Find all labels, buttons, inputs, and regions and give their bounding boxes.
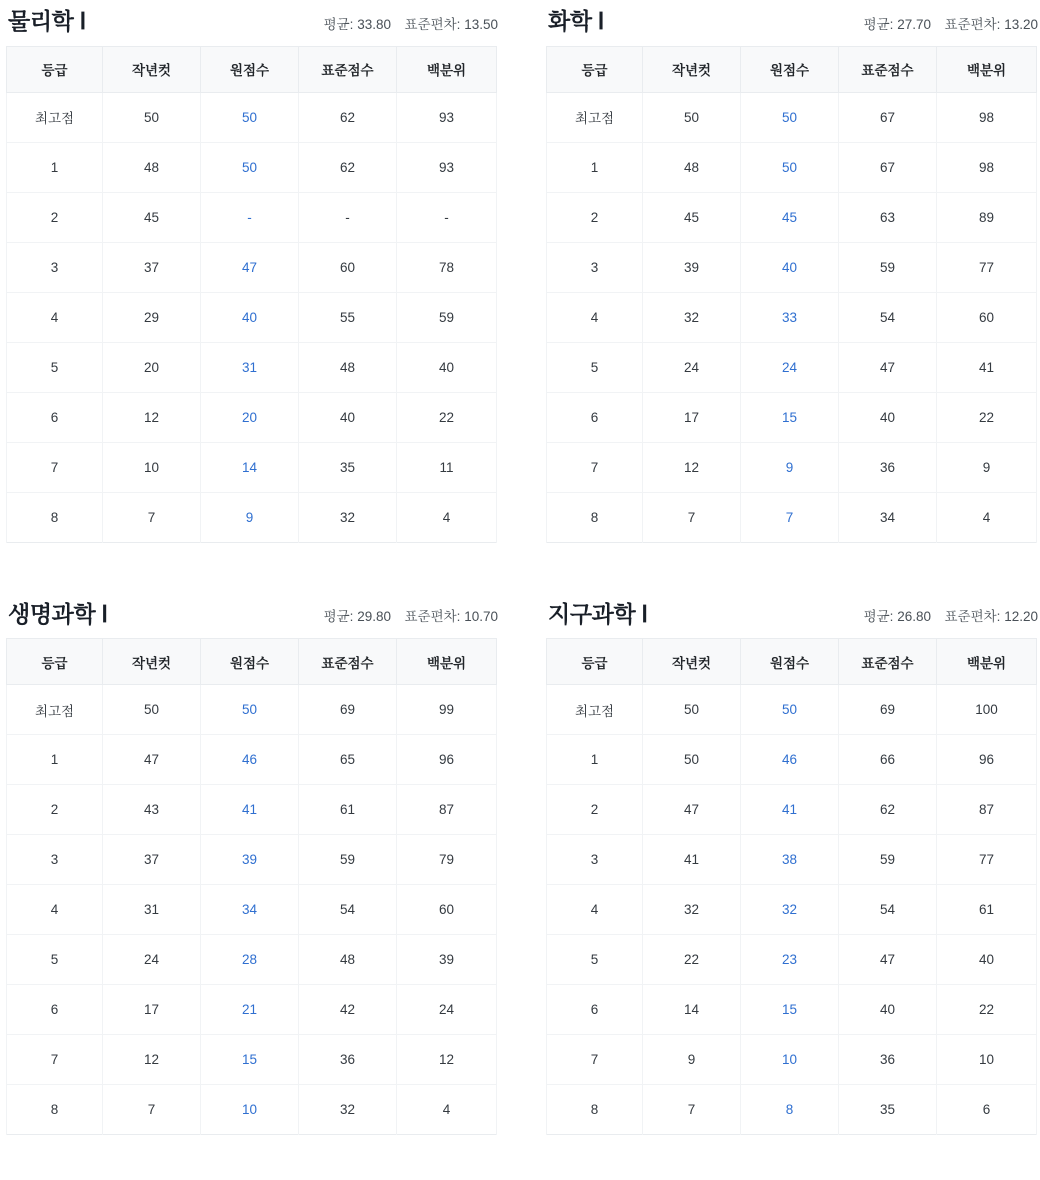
cell-last-year-cut: 24 (103, 935, 201, 985)
stdev-value: 12.20 (1004, 609, 1038, 625)
cell-percentile: 61 (937, 885, 1037, 935)
table-row (7, 935, 497, 985)
cell-last-year-cut: 9 (643, 1035, 741, 1085)
cell-raw-score: 50 (741, 92, 839, 142)
cell-raw-score: 40 (201, 292, 299, 342)
table-row (7, 1035, 497, 1085)
cell-standard-score: 47 (839, 342, 937, 392)
cell-grade: 5 (7, 342, 103, 392)
cell-grade: 1 (7, 142, 103, 192)
table-row (547, 192, 1037, 242)
cell-grade: 6 (547, 392, 643, 442)
cell-percentile: 4 (397, 492, 497, 542)
stdev-label: 표준편차: (944, 16, 1001, 32)
cell-grade: 6 (547, 985, 643, 1035)
column-header-grade: 등급 (547, 46, 643, 92)
table-row (547, 342, 1037, 392)
cell-percentile: 78 (397, 242, 497, 292)
cell-raw-score: 8 (741, 1085, 839, 1135)
cell-last-year-cut: 32 (643, 885, 741, 935)
subject-panel-chemistry1 (546, 0, 1040, 543)
column-header-grade: 등급 (7, 639, 103, 685)
cell-standard-score: 59 (839, 242, 937, 292)
cell-last-year-cut: 7 (103, 492, 201, 542)
table-row (547, 835, 1037, 885)
cell-percentile: 24 (397, 985, 497, 1035)
cell-raw-score: 9 (201, 492, 299, 542)
cell-last-year-cut: 12 (103, 1035, 201, 1085)
cell-grade: 1 (7, 735, 103, 785)
column-header-percentile: 백분위 (937, 639, 1037, 685)
panel-header (6, 593, 500, 639)
cell-raw-score: 15 (741, 985, 839, 1035)
cell-standard-score: 40 (839, 985, 937, 1035)
cell-standard-score: 42 (299, 985, 397, 1035)
mean-label: 평균: (863, 16, 894, 32)
column-header-percentile: 백분위 (397, 46, 497, 92)
cell-raw-score: 38 (741, 835, 839, 885)
cell-grade: 1 (547, 735, 643, 785)
subject-panel-biology1 (6, 593, 500, 1136)
cell-standard-score: 35 (299, 442, 397, 492)
cell-standard-score: 36 (839, 442, 937, 492)
cell-percentile: 93 (397, 92, 497, 142)
panel-header (546, 593, 1040, 639)
cell-percentile: 77 (937, 835, 1037, 885)
cell-standard-score: 60 (299, 242, 397, 292)
cell-percentile: 11 (397, 442, 497, 492)
column-header-grade: 등급 (547, 639, 643, 685)
subject-title: 지구과학 Ⅰ (548, 600, 648, 627)
cell-percentile: 60 (397, 885, 497, 935)
cell-grade: 3 (547, 242, 643, 292)
subject-panel-physics1 (6, 0, 500, 543)
cell-standard-score: 69 (299, 685, 397, 735)
cell-grade: 6 (7, 392, 103, 442)
cell-last-year-cut: 22 (643, 935, 741, 985)
cell-raw-score: 50 (741, 685, 839, 735)
cell-grade: 5 (547, 935, 643, 985)
cell-grade: 2 (7, 192, 103, 242)
cell-last-year-cut: 7 (643, 492, 741, 542)
cell-percentile: 96 (397, 735, 497, 785)
cell-raw-score: 46 (741, 735, 839, 785)
table-row (547, 685, 1037, 735)
cell-grade: 8 (7, 1085, 103, 1135)
cell-last-year-cut: 12 (103, 392, 201, 442)
cell-standard-score: 62 (299, 142, 397, 192)
cell-percentile: 41 (937, 342, 1037, 392)
cell-last-year-cut: 24 (643, 342, 741, 392)
cell-standard-score: 36 (839, 1035, 937, 1085)
table-row (7, 242, 497, 292)
cell-raw-score: 20 (201, 392, 299, 442)
cell-raw-score: 50 (201, 142, 299, 192)
cell-grade: 4 (547, 885, 643, 935)
cell-percentile: 87 (937, 785, 1037, 835)
stdev-label: 표준편차: (404, 609, 461, 625)
cell-standard-score: 32 (299, 1085, 397, 1135)
cell-last-year-cut: 48 (643, 142, 741, 192)
cell-percentile: 40 (937, 935, 1037, 985)
cell-grade: 7 (7, 442, 103, 492)
cell-raw-score: 28 (201, 935, 299, 985)
cell-last-year-cut: 48 (103, 142, 201, 192)
cell-standard-score: 61 (299, 785, 397, 835)
cell-raw-score: 23 (741, 935, 839, 985)
cell-standard-score: 47 (839, 935, 937, 985)
cell-raw-score: 14 (201, 442, 299, 492)
mean-value: 33.80 (357, 16, 391, 32)
cell-grade: 5 (547, 342, 643, 392)
table-row (547, 142, 1037, 192)
cell-last-year-cut: 29 (103, 292, 201, 342)
cell-standard-score: 69 (839, 685, 937, 735)
cell-last-year-cut: 45 (103, 192, 201, 242)
panel-header (546, 0, 1040, 46)
table-row (547, 492, 1037, 542)
table-header-row (7, 639, 497, 685)
cell-standard-score: 55 (299, 292, 397, 342)
table-header-row (547, 46, 1037, 92)
cell-raw-score: 47 (201, 242, 299, 292)
cell-standard-score: 54 (299, 885, 397, 935)
table-row (7, 885, 497, 935)
cell-percentile: 4 (937, 492, 1037, 542)
column-header-standard-score: 표준점수 (839, 46, 937, 92)
column-header-grade: 등급 (7, 46, 103, 92)
cell-last-year-cut: 17 (103, 985, 201, 1035)
cell-raw-score: 15 (201, 1035, 299, 1085)
table-row (7, 142, 497, 192)
cell-percentile: 9 (937, 442, 1037, 492)
cell-raw-score: 34 (201, 885, 299, 935)
cell-grade: 최고점 (547, 685, 643, 735)
table-row (547, 1085, 1037, 1135)
cell-grade: 7 (7, 1035, 103, 1085)
cell-raw-score: 31 (201, 342, 299, 392)
cell-percentile: 10 (937, 1035, 1037, 1085)
cell-raw-score: 32 (741, 885, 839, 935)
table-row (7, 985, 497, 1035)
cell-standard-score: 40 (839, 392, 937, 442)
cell-percentile: 12 (397, 1035, 497, 1085)
column-header-standard-score: 표준점수 (299, 639, 397, 685)
table-row (547, 392, 1037, 442)
table-row (7, 192, 497, 242)
cell-raw-score: 9 (741, 442, 839, 492)
cell-grade: 8 (547, 492, 643, 542)
cell-grade: 최고점 (7, 685, 103, 735)
cell-standard-score: 48 (299, 342, 397, 392)
cell-raw-score: 41 (741, 785, 839, 835)
cell-grade: 8 (547, 1085, 643, 1135)
mean-label: 평균: (323, 16, 354, 32)
table-row (547, 785, 1037, 835)
cell-percentile: 89 (937, 192, 1037, 242)
table-row (7, 492, 497, 542)
stdev-value: 13.50 (464, 16, 498, 32)
cell-standard-score: 54 (839, 885, 937, 935)
cell-grade: 3 (7, 242, 103, 292)
cell-percentile: 100 (937, 685, 1037, 735)
cell-last-year-cut: 37 (103, 835, 201, 885)
mean-label: 평균: (323, 609, 354, 625)
column-header-raw-score: 원점수 (201, 46, 299, 92)
table-header-row (7, 46, 497, 92)
cell-standard-score: - (299, 192, 397, 242)
grade-cut-table (6, 638, 497, 1135)
cell-standard-score: 35 (839, 1085, 937, 1135)
cell-standard-score: 36 (299, 1035, 397, 1085)
cell-last-year-cut: 47 (103, 735, 201, 785)
cell-standard-score: 65 (299, 735, 397, 785)
subject-stats (324, 605, 498, 628)
cell-raw-score: 50 (201, 92, 299, 142)
table-row (7, 1085, 497, 1135)
cell-percentile: 98 (937, 92, 1037, 142)
cell-percentile: 96 (937, 735, 1037, 785)
column-header-last-year-cut: 작년컷 (643, 639, 741, 685)
column-header-raw-score: 원점수 (741, 46, 839, 92)
table-row (547, 1035, 1037, 1085)
cell-standard-score: 62 (839, 785, 937, 835)
cell-standard-score: 63 (839, 192, 937, 242)
cell-last-year-cut: 47 (643, 785, 741, 835)
subject-panel-earthscience1 (546, 593, 1040, 1136)
subject-stats (324, 13, 498, 36)
mean-value: 29.80 (357, 609, 391, 625)
column-header-standard-score: 표준점수 (839, 639, 937, 685)
cell-standard-score: 67 (839, 142, 937, 192)
cell-percentile: - (397, 192, 497, 242)
cell-grade: 2 (547, 785, 643, 835)
cell-last-year-cut: 50 (643, 735, 741, 785)
column-header-raw-score: 원점수 (201, 639, 299, 685)
stdev-value: 13.20 (1004, 16, 1038, 32)
cell-raw-score: 46 (201, 735, 299, 785)
table-row (547, 935, 1037, 985)
column-header-last-year-cut: 작년컷 (643, 46, 741, 92)
stdev-value: 10.70 (464, 609, 498, 625)
cell-standard-score: 40 (299, 392, 397, 442)
cell-grade: 6 (7, 985, 103, 1035)
table-row (7, 292, 497, 342)
column-header-percentile: 백분위 (937, 46, 1037, 92)
cell-raw-score: 39 (201, 835, 299, 885)
table-row (547, 92, 1037, 142)
cell-grade: 1 (547, 142, 643, 192)
cell-last-year-cut: 50 (103, 685, 201, 735)
cell-raw-score: 50 (741, 142, 839, 192)
table-row (7, 685, 497, 735)
table-row (547, 985, 1037, 1035)
mean-value: 26.80 (897, 609, 931, 625)
column-header-last-year-cut: 작년컷 (103, 46, 201, 92)
grade-cut-table (546, 638, 1037, 1135)
table-row (547, 442, 1037, 492)
cell-last-year-cut: 32 (643, 292, 741, 342)
cell-standard-score: 62 (299, 92, 397, 142)
cell-last-year-cut: 20 (103, 342, 201, 392)
cell-grade: 2 (7, 785, 103, 835)
cell-last-year-cut: 45 (643, 192, 741, 242)
column-header-raw-score: 원점수 (741, 639, 839, 685)
cell-percentile: 39 (397, 935, 497, 985)
cell-standard-score: 34 (839, 492, 937, 542)
cell-last-year-cut: 17 (643, 392, 741, 442)
cell-last-year-cut: 41 (643, 835, 741, 885)
cell-percentile: 77 (937, 242, 1037, 292)
cell-percentile: 22 (937, 392, 1037, 442)
cell-last-year-cut: 7 (103, 1085, 201, 1135)
table-row (7, 735, 497, 785)
cell-percentile: 98 (937, 142, 1037, 192)
cell-standard-score: 48 (299, 935, 397, 985)
table-row (547, 242, 1037, 292)
cell-last-year-cut: 7 (643, 1085, 741, 1135)
cell-last-year-cut: 31 (103, 885, 201, 935)
cell-percentile: 60 (937, 292, 1037, 342)
cell-grade: 8 (7, 492, 103, 542)
cell-standard-score: 66 (839, 735, 937, 785)
cell-last-year-cut: 50 (103, 92, 201, 142)
cell-raw-score: 7 (741, 492, 839, 542)
cell-standard-score: 59 (299, 835, 397, 885)
cell-grade: 최고점 (7, 92, 103, 142)
table-row (547, 292, 1037, 342)
column-header-last-year-cut: 작년컷 (103, 639, 201, 685)
cell-percentile: 4 (397, 1085, 497, 1135)
cell-percentile: 79 (397, 835, 497, 885)
table-row (7, 835, 497, 885)
cell-grade: 5 (7, 935, 103, 985)
cell-grade: 3 (7, 835, 103, 885)
cell-raw-score: - (201, 192, 299, 242)
table-row (547, 735, 1037, 785)
cell-standard-score: 32 (299, 492, 397, 542)
cell-percentile: 6 (937, 1085, 1037, 1135)
cell-percentile: 22 (397, 392, 497, 442)
cell-raw-score: 33 (741, 292, 839, 342)
cell-last-year-cut: 14 (643, 985, 741, 1035)
table-row (7, 92, 497, 142)
cell-raw-score: 50 (201, 685, 299, 735)
cell-raw-score: 41 (201, 785, 299, 835)
subject-stats (864, 605, 1038, 628)
table-row (7, 785, 497, 835)
cell-percentile: 22 (937, 985, 1037, 1035)
cell-raw-score: 21 (201, 985, 299, 1035)
stdev-label: 표준편차: (944, 609, 1001, 625)
cell-last-year-cut: 10 (103, 442, 201, 492)
cell-percentile: 99 (397, 685, 497, 735)
subject-title: 물리학 Ⅰ (8, 8, 86, 34)
cell-raw-score: 10 (201, 1085, 299, 1135)
cell-grade: 7 (547, 1035, 643, 1085)
mean-label: 평균: (863, 609, 894, 625)
subject-title: 생명과학 Ⅰ (8, 600, 108, 627)
subject-stats (864, 13, 1038, 36)
cell-last-year-cut: 12 (643, 442, 741, 492)
cell-percentile: 40 (397, 342, 497, 392)
cell-percentile: 87 (397, 785, 497, 835)
cell-grade: 2 (547, 192, 643, 242)
grade-cut-table (546, 46, 1037, 543)
cell-grade: 4 (7, 885, 103, 935)
cell-last-year-cut: 39 (643, 242, 741, 292)
cell-grade: 4 (547, 292, 643, 342)
cell-standard-score: 59 (839, 835, 937, 885)
cell-percentile: 59 (397, 292, 497, 342)
cell-last-year-cut: 43 (103, 785, 201, 835)
mean-value: 27.70 (897, 16, 931, 32)
table-row (7, 442, 497, 492)
stdev-label: 표준편차: (404, 16, 461, 32)
column-header-percentile: 백분위 (397, 639, 497, 685)
table-row (7, 342, 497, 392)
cell-grade: 4 (7, 292, 103, 342)
column-header-standard-score: 표준점수 (299, 46, 397, 92)
cell-raw-score: 15 (741, 392, 839, 442)
cell-standard-score: 67 (839, 92, 937, 142)
table-header-row (547, 639, 1037, 685)
cell-grade: 7 (547, 442, 643, 492)
cell-raw-score: 40 (741, 242, 839, 292)
table-row (7, 392, 497, 442)
table-row (547, 885, 1037, 935)
cell-raw-score: 45 (741, 192, 839, 242)
grade-cut-table (6, 46, 497, 543)
cell-percentile: 93 (397, 142, 497, 192)
cell-grade: 3 (547, 835, 643, 885)
cell-standard-score: 54 (839, 292, 937, 342)
cell-last-year-cut: 37 (103, 242, 201, 292)
cell-raw-score: 24 (741, 342, 839, 392)
cell-raw-score: 10 (741, 1035, 839, 1085)
cell-last-year-cut: 50 (643, 92, 741, 142)
cell-last-year-cut: 50 (643, 685, 741, 735)
subject-title: 화학 Ⅰ (548, 8, 605, 34)
panel-header (6, 0, 500, 46)
cell-grade: 최고점 (547, 92, 643, 142)
